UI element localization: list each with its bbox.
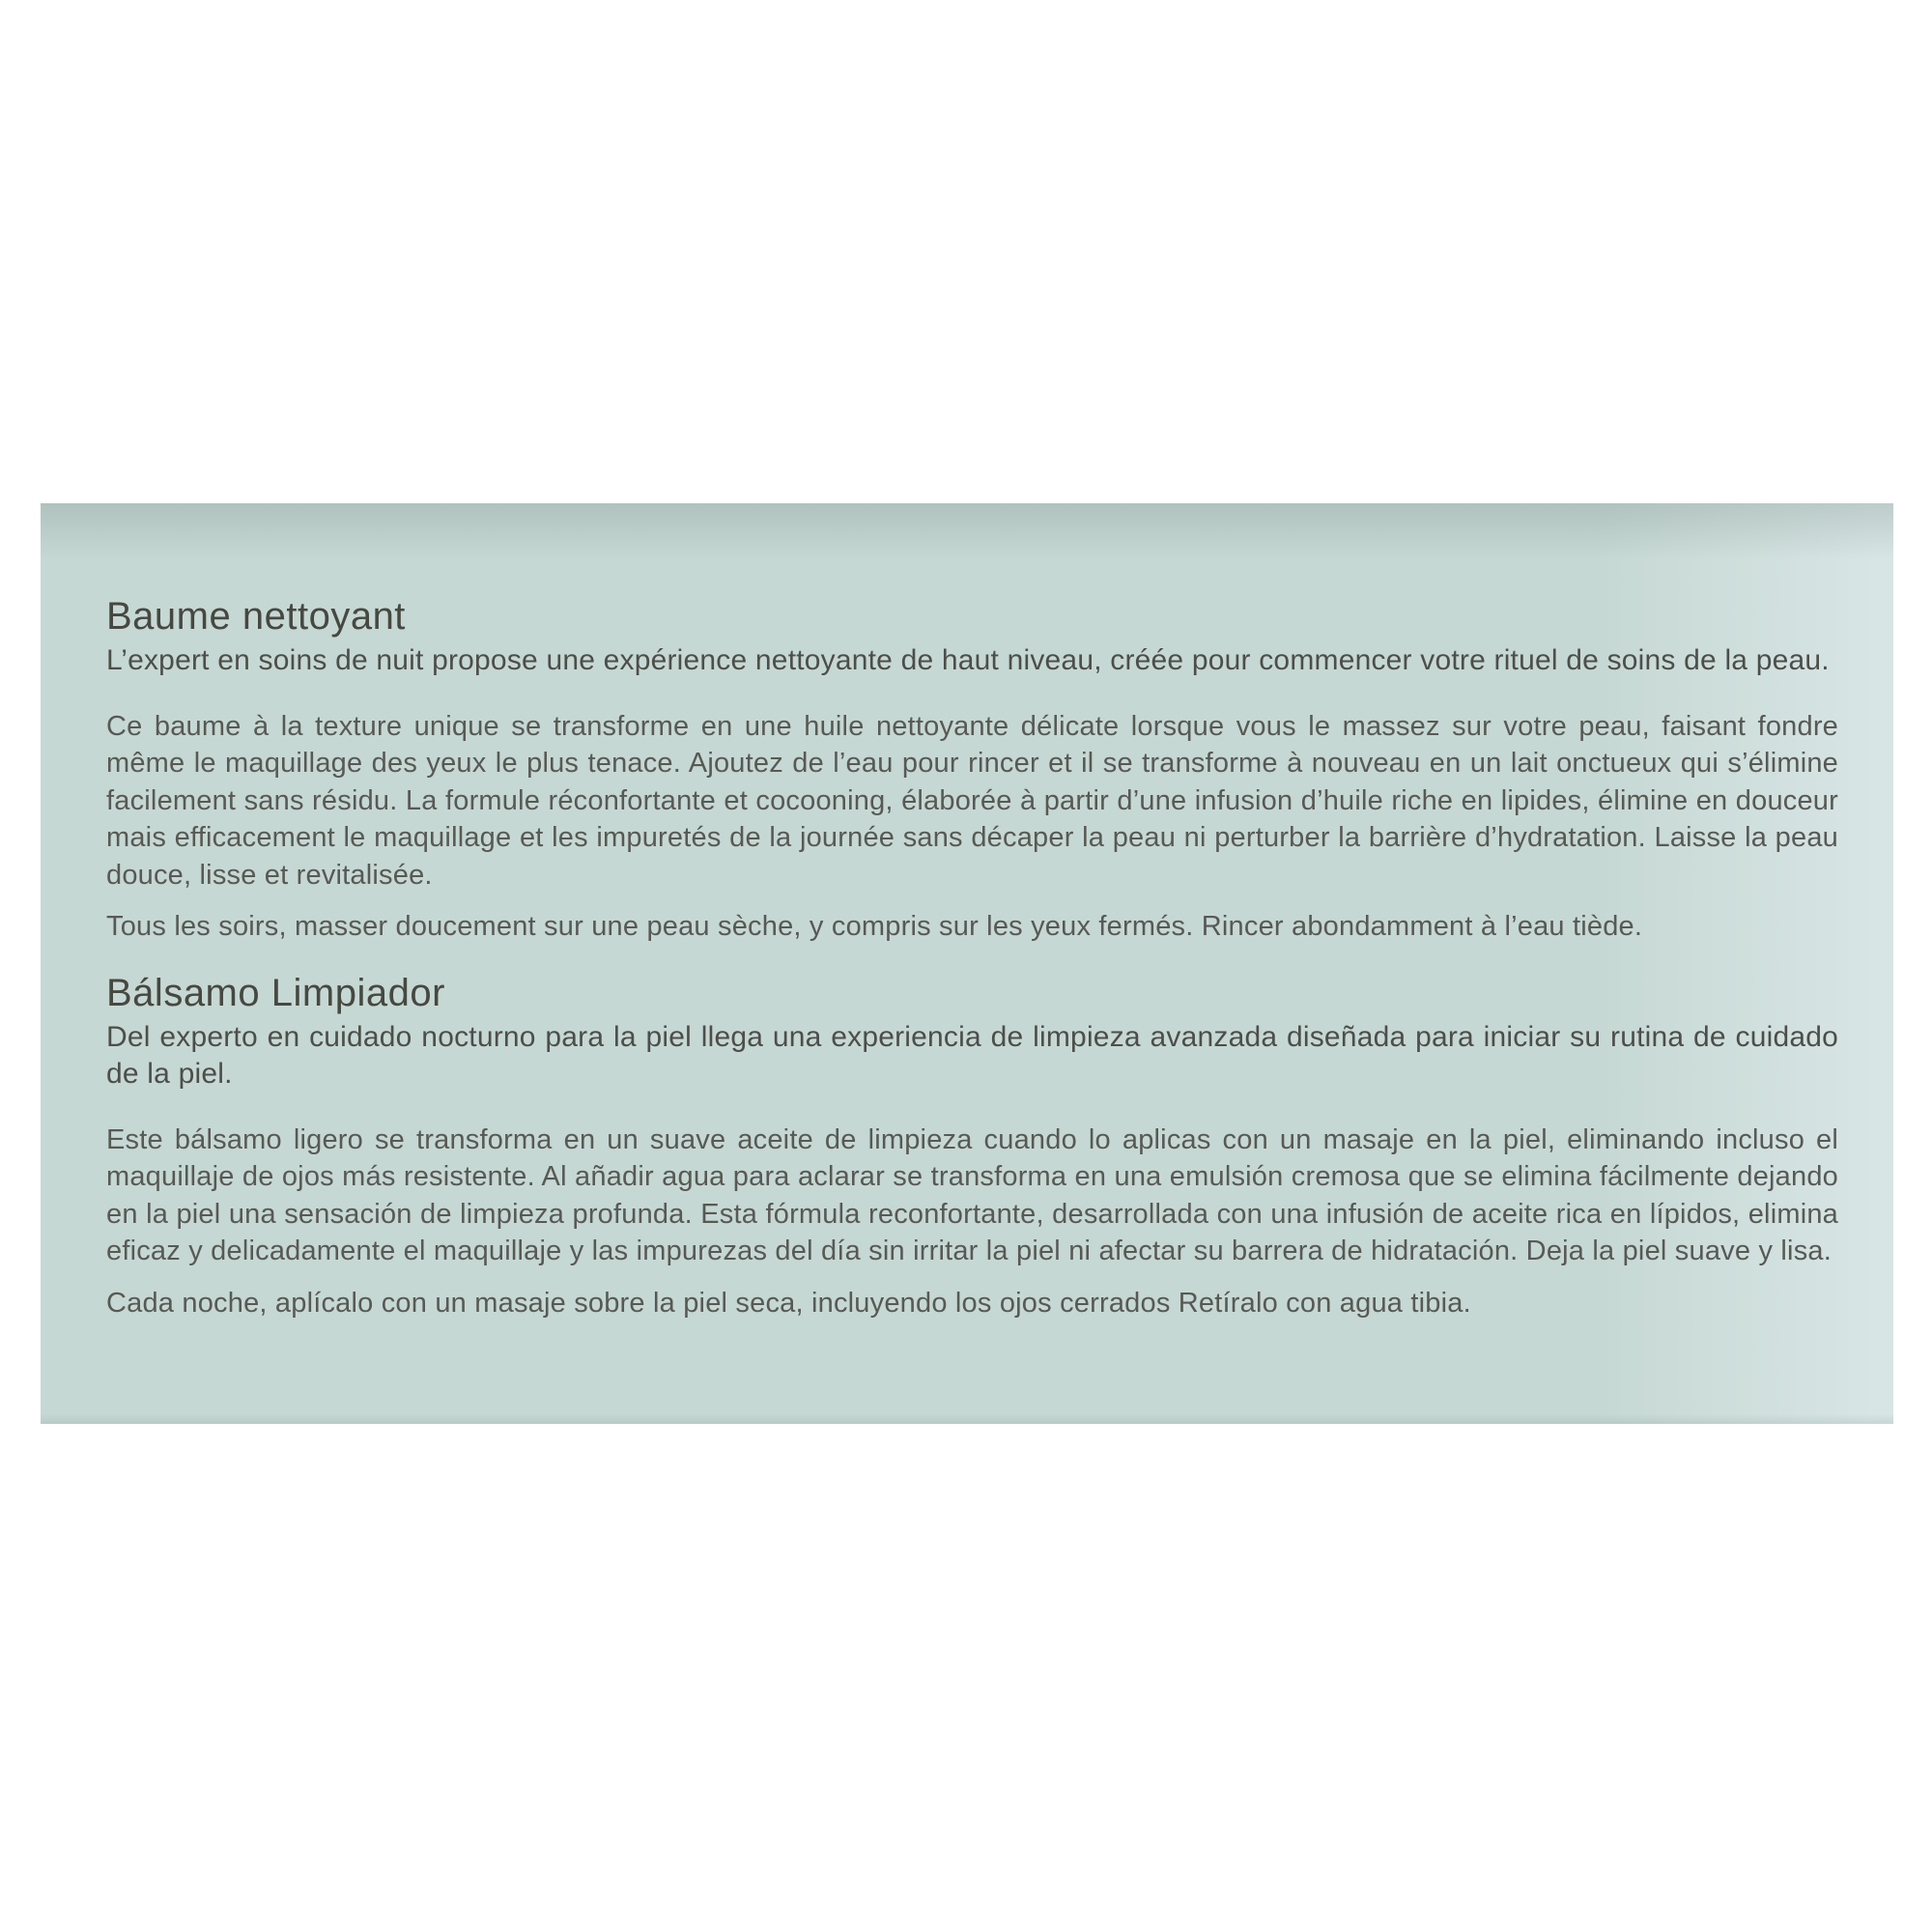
spanish-description-paragraph: Este bálsamo ligero se transforma en un suave aceite de limpieza cuando lo aplicas con un masaje en la piel, eliminando incluso el maquillaje de ojos más resistente. Al añadir agua para aclarar se transforma en una emulsión cremosa que se elimina fácilmente dejando en la piel una sensación de limpieza profunda. Esta fórmula reconfortante, desarrollada con una infusión de aceite rica en lípidos, elimina eficaz y delicadamente el maquillaje y las impurezas del día sin irritar la piel ni afectar su barrera de hidratación. Deja la piel suave y lisa. bbox=[106, 1123, 1838, 1266]
french-usage-paragraph: Tous les soirs, masser doucement sur une peau sèche, y compris sur les yeux fermés. Rincer abondamment à l’eau tiède. bbox=[106, 911, 1643, 942]
spanish-section-heading: Bálsamo Limpiador bbox=[106, 971, 445, 1014]
packaging-panel bbox=[41, 503, 1893, 1424]
french-section-heading: Baume nettoyant bbox=[106, 595, 406, 638]
spanish-intro-paragraph: Del experto en cuidado nocturno para la piel llega una experiencia de limpieza avanzada diseñada para iniciar su rutina de cuidado de la piel. bbox=[106, 1020, 1838, 1090]
spanish-usage-paragraph: Cada noche, aplícalo con un masaje sobre la piel seca, incluyendo los ojos cerrados Retíralo con agua tibia. bbox=[106, 1287, 1471, 1319]
french-intro-paragraph: L’expert en soins de nuit propose une expérience nettoyante de haut niveau, créée pour commencer votre rituel de soins de la peau. bbox=[106, 644, 1830, 676]
french-description-paragraph: Ce baume à la texture unique se transforme en une huile nettoyante délicate lorsque vous le massez sur votre peau, faisant fondre même le maquillage des yeux le plus tenace. Ajoutez de l’eau pour rincer et il se transforme à nouveau en un lait onctueux qui s’élimine facilement sans résidu. La formule réconfortante et cocooning, élaborée à partir d’une infusion d’huile riche en lipides, élimine en douceur mais efficacement le maquillage et les impuretés de la journée sans décaper la peau ni perturber la barrière d’hydratation. Laisse la peau douce, lisse et revitalisée. bbox=[106, 710, 1838, 891]
